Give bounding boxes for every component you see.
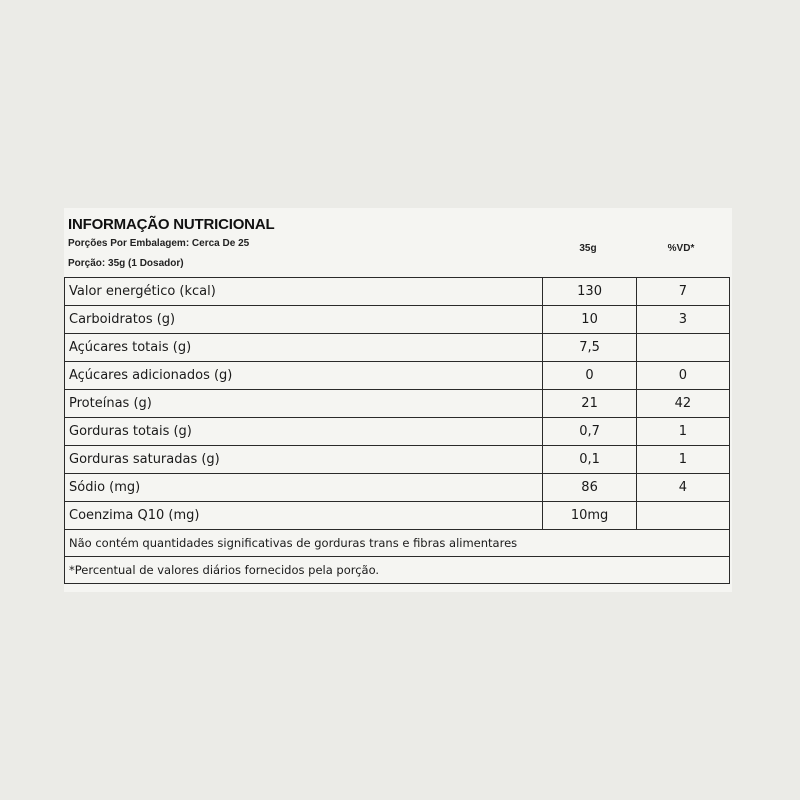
nutrient-name: Açúcares totais (g) <box>65 334 543 362</box>
nutrient-amount: 86 <box>543 474 636 502</box>
nutrient-amount: 130 <box>543 278 636 306</box>
nutrient-amount: 21 <box>543 390 636 418</box>
nutrient-amount: 0,7 <box>543 418 636 446</box>
nutrient-daily-value <box>636 334 729 362</box>
table-row <box>65 306 730 334</box>
nutrient-daily-value <box>636 502 729 530</box>
footnote-row <box>65 557 730 584</box>
table-row <box>65 334 730 362</box>
servings-per-package: Porções Por Embalagem: Cerca De 25 <box>68 238 250 249</box>
nutrient-amount: 0,1 <box>543 446 636 474</box>
nutrient-daily-value: 42 <box>636 390 729 418</box>
nutrition-table <box>64 277 730 584</box>
nutrient-amount: 10mg <box>543 502 636 530</box>
nutrient-name: Carboidratos (g) <box>65 306 543 334</box>
nutrient-amount: 0 <box>543 362 636 390</box>
nutrient-name: Gorduras saturadas (g) <box>65 446 543 474</box>
table-row <box>65 362 730 390</box>
table-row <box>65 418 730 446</box>
nutrient-daily-value: 3 <box>636 306 729 334</box>
nutrient-name: Coenzima Q10 (mg) <box>65 502 543 530</box>
footnote-row <box>65 530 730 557</box>
nutrient-name: Açúcares adicionados (g) <box>65 362 543 390</box>
nutrient-daily-value: 1 <box>636 446 729 474</box>
nutrient-name: Gorduras totais (g) <box>65 418 543 446</box>
table-row <box>65 474 730 502</box>
nutrition-facts-label <box>64 208 732 592</box>
nutrient-amount: 10 <box>543 306 636 334</box>
daily-value-note: *Percentual de valores diários fornecidos pela porção. <box>65 557 730 584</box>
column-header-amount: 35g <box>579 243 597 254</box>
nutrient-name: Sódio (mg) <box>65 474 543 502</box>
nutrient-amount: 7,5 <box>543 334 636 362</box>
table-row <box>65 390 730 418</box>
nutrient-daily-value: 4 <box>636 474 729 502</box>
trans-fat-fiber-note: Não contém quantidades significativas de gorduras trans e fibras alimentares <box>65 530 730 557</box>
column-header-daily-value: %VD* <box>667 243 695 254</box>
table-row <box>65 446 730 474</box>
nutrient-name: Valor energético (kcal) <box>65 278 543 306</box>
table-row <box>65 502 730 530</box>
serving-size: Porção: 35g (1 Dosador) <box>68 258 184 269</box>
nutrient-daily-value: 7 <box>636 278 729 306</box>
nutrient-daily-value: 1 <box>636 418 729 446</box>
nutrient-name: Proteínas (g) <box>65 390 543 418</box>
nutrient-daily-value: 0 <box>636 362 729 390</box>
table-row <box>65 278 730 306</box>
label-title: INFORMAÇÃO NUTRICIONAL <box>68 216 275 233</box>
